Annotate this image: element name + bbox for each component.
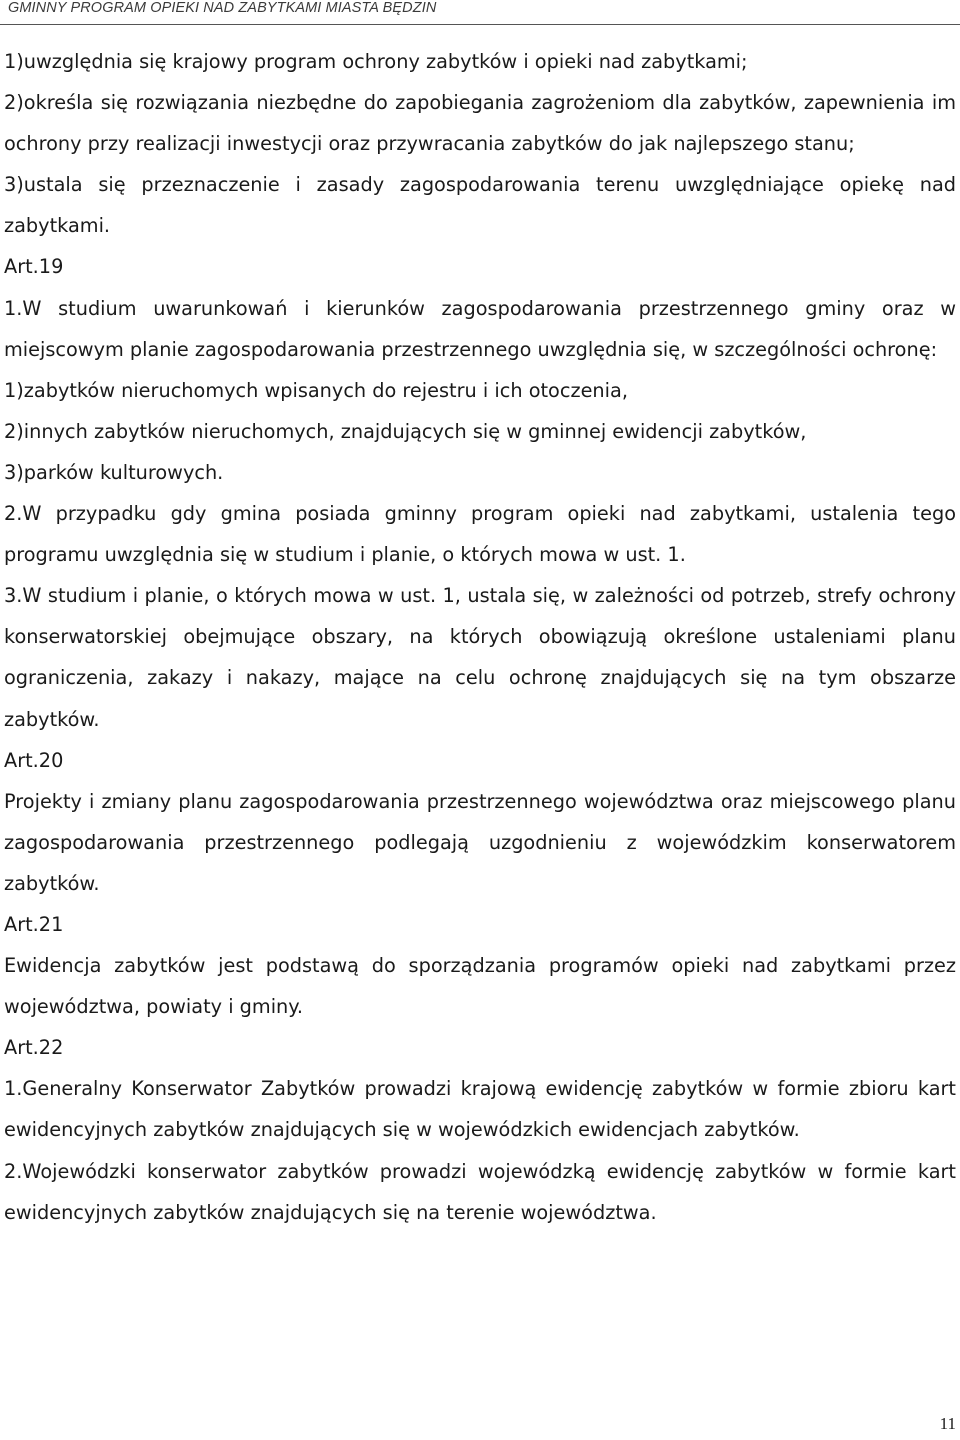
article-19-list-item-2: 2)innych zabytków nieruchomych, znajdujących się w gminnej ewidencji zabytków, — [4, 419, 807, 443]
document-body — [4, 41, 956, 1233]
header-divider — [0, 24, 960, 25]
article-heading-21: Art.21 — [4, 912, 64, 936]
article-19-list-item-1: 1)zabytków nieruchomych wpisanych do rejestru i ich otoczenia, — [4, 378, 628, 402]
list-item-1: 1)uwzględnia się krajowy program ochrony zabytków i opieki nad zabytkami; — [4, 50, 748, 73]
article-19-paragraph-3: 3.W studium i planie, o których mowa w ust. 1, ustala się, w zależności od potrzeb, strefy ochrony konserwatorskiej obejmujące obszary, na których obowiązują określone ustaleniami planu ograniczenia, zakazy i nakazy, mające na celu ochronę znajdujących się na tym obszarze zabytków. — [4, 584, 956, 731]
article-19-list-item-3: 3)parków kulturowych. — [4, 460, 224, 484]
list-item-2: 2)określa się rozwiązania niezbędne do zapobiegania zagrożeniom dla zabytków, zapewnienia im ochrony przy realizacji inwestycji oraz przywracania zabytków do jak najlepszego stanu; — [4, 91, 956, 156]
article-19-paragraph-2: 2.W przypadku gdy gmina posiada gminny program opieki nad zabytkami, ustalenia tego programu uwzględnia się w studium i planie, o których mowa w ust. 1. — [4, 502, 956, 567]
article-19-paragraph-1: 1.W studium uwarunkowań i kierunków zagospodarowania przestrzennego gminy oraz w miejscowym planie zagospodarowania przestrzennego uwzględnia się, w szczególności ochronę: — [4, 296, 956, 361]
running-header: GMINNY PROGRAM OPIEKI NAD ZABYTKAMI MIASTA BĘDZIN — [8, 0, 437, 16]
page-number: 11 — [939, 1414, 956, 1433]
article-heading-19: Art.19 — [4, 255, 64, 279]
article-21-paragraph: Ewidencja zabytków jest podstawą do sporządzania programów opieki nad zabytkami przez województwa, powiaty i gminy. — [4, 954, 956, 1019]
article-22-paragraph-2: 2.Wojewódzki konserwator zabytków prowadzi wojewódzką ewidencję zabytków w formie kart ewidencyjnych zabytków znajdujących się na terenie województwa. — [4, 1159, 956, 1224]
article-heading-22: Art.22 — [4, 1036, 64, 1060]
article-22-paragraph-1: 1.Generalny Konserwator Zabytków prowadzi krajową ewidencję zabytków w formie zbioru kart ewidencyjnych zabytków znajdujących się w wojewódzkich ewidencjach zabytków. — [4, 1077, 956, 1142]
article-20-paragraph: Projekty i zmiany planu zagospodarowania przestrzennego województwa oraz miejscowego planu zagospodarowania przestrzennego podlegają uzgodnieniu z wojewódzkim konserwatorem zabytków. — [4, 789, 956, 895]
article-heading-20: Art.20 — [4, 748, 64, 772]
list-item-3: 3)ustala się przeznaczenie i zasady zagospodarowania terenu uwzględniające opiekę nad zabytkami. — [4, 173, 956, 238]
